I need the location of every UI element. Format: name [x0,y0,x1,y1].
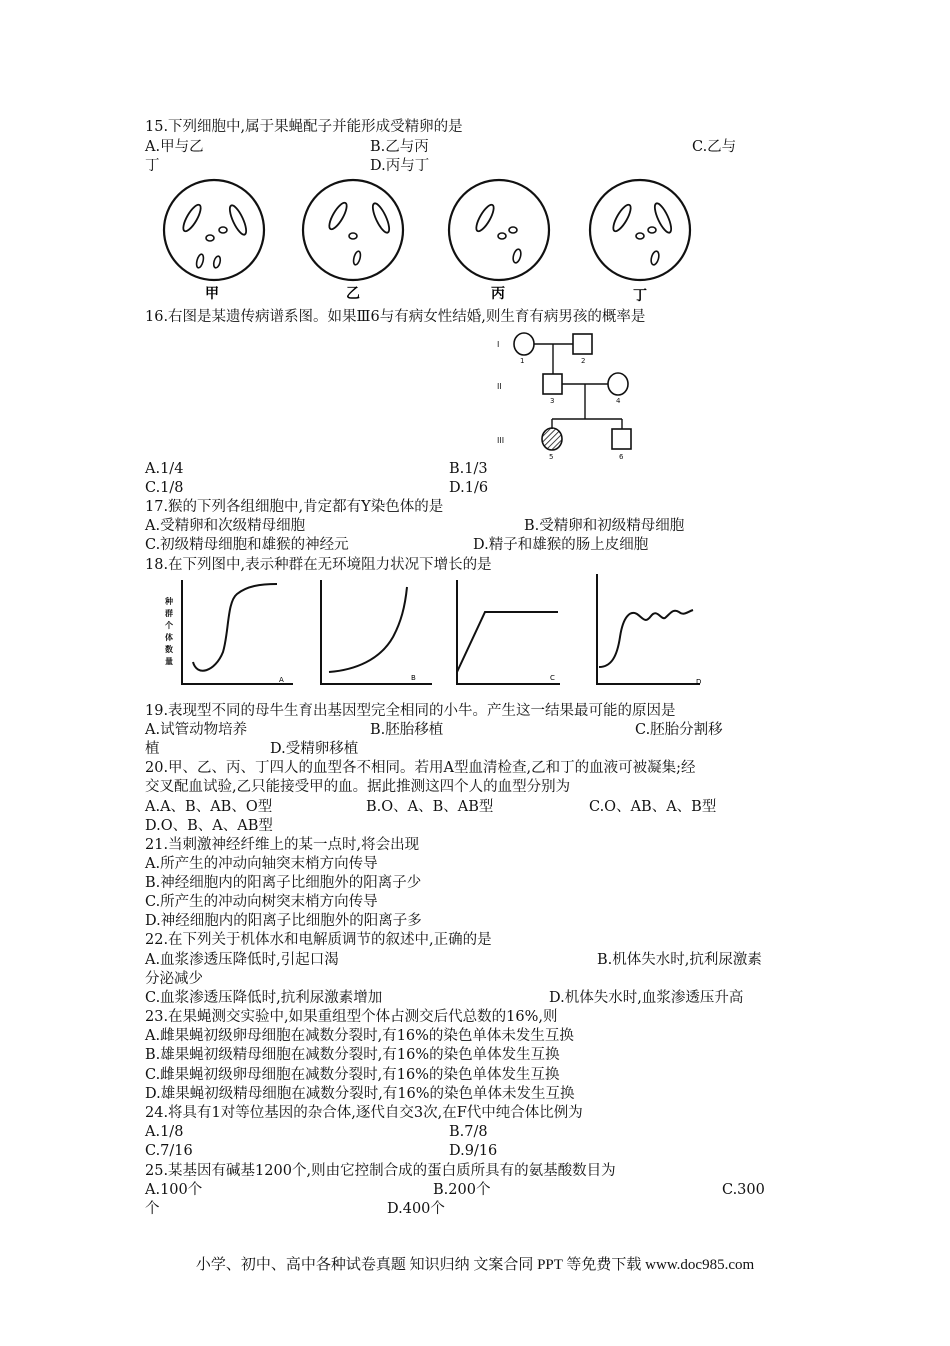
q15-option-c-cont: 丁 [145,158,160,174]
q19-option-c-cont: 植 [145,741,160,757]
q16-option-b: B.1/3 [449,461,488,477]
individual-label-4: 4 [616,397,621,405]
q15-cell-figure [155,178,715,306]
individual-6-male [612,429,631,449]
q25-option-c: C.300 [722,1182,765,1198]
q25-option-a: A.100个 [145,1182,203,1198]
q20-option-b: B.O、A、B、AB型 [366,799,494,815]
q19-option-b: B.胚胎移植 [370,722,444,738]
q18-growth-curves [165,572,725,697]
cell-label-ding: 丁 [633,288,647,304]
individual-5-affected-female [542,428,562,450]
q20-stem-1: 20.甲、乙、丙、丁四人的血型各不相同。若用A型血清检查,乙和丁的血液可被凝集;经 [145,760,696,776]
q21-option-c: C.所产生的冲动向树突末梢方向传导 [145,894,378,910]
q17-option-a: A.受精卵和次级精母细胞 [145,518,306,534]
graph-label-d: D [696,678,702,686]
pedigree-chart [495,325,655,475]
q20-option-d: D.O、B、A、AB型 [145,818,273,834]
q19-option-c: C.胚胎分割移 [635,722,723,738]
q20-option-a: A.A、B、AB、O型 [145,799,273,815]
individual-label-5: 5 [549,453,554,461]
q23-stem: 23.在果蝇测交实验中,如果重组型个体占测交后代总数的16%,则 [145,1009,558,1025]
q18-ylabel-5: 数 [165,645,173,654]
q23-option-b: B.雄果蝇初级精母细胞在减数分裂时,有16%的染色单体发生互换 [145,1047,560,1063]
q22-option-c: C.血浆渗透压降低时,抗利尿激素增加 [145,990,383,1006]
q18-ylabel-6: 量 [165,657,173,666]
gen-label-2: II [497,382,502,391]
q18-ylabel-4: 体 [165,633,173,642]
q18-ylabel-1: 种 [165,597,173,606]
q25-option-b: B.200个 [433,1182,491,1198]
q19-option-d: D.受精卵移植 [270,741,359,757]
q24-option-a: A.1/8 [145,1124,184,1140]
q16-option-c: C.1/8 [145,480,184,496]
cell-label-yi: 乙 [346,286,360,302]
q24-stem: 24.将具有1对等位基因的杂合体,逐代自交3次,在F代中纯合体比例为 [145,1105,583,1121]
individual-label-2: 2 [581,357,586,365]
cell-yi [303,180,403,280]
q23-option-c: C.雌果蝇初级卵母细胞在减数分裂时,有16%的染色单体发生互换 [145,1067,560,1083]
q17-option-b: B.受精卵和初级精母细胞 [524,518,685,534]
q24-option-c: C.7/16 [145,1143,193,1159]
q20-stem-2: 交叉配血试验,乙只能接受甲的血。据此推测这四个人的血型分别为 [145,779,571,795]
q16-stem: 16.右图是某遗传病谱系图。如果Ⅲ6与有病女性结婚,则生育有病男孩的概率是 [145,309,646,325]
q25-option-d: D.400个 [387,1201,445,1217]
q17-stem: 17.猴的下列各组细胞中,肯定都有Y染色体的是 [145,499,444,515]
q21-stem: 21.当刺激神经纤维上的某一点时,将会出现 [145,837,420,853]
q22-option-a: A.血浆渗透压降低时,引起口渴 [145,952,339,968]
graph-label-b: B [411,674,416,682]
gen-label-3: III [497,436,505,445]
q20-option-c: C.O、AB、A、B型 [589,799,717,815]
individual-1-female [514,333,534,355]
individual-2-male [573,334,592,354]
q25-option-c-cont: 个 [145,1201,160,1217]
q21-option-d: D.神经细胞内的阳离子比细胞外的阳离子多 [145,913,422,929]
q23-option-a: A.雌果蝇初级卵母细胞在减数分裂时,有16%的染色单体未发生互换 [145,1028,574,1044]
q22-option-b-cont: 分泌减少 [145,971,203,987]
graph-c [457,580,560,684]
individual-label-1: 1 [520,357,525,365]
q18-stem: 18.在下列图中,表示种群在无环境阻力状况下增长的是 [145,557,492,573]
q25-stem: 25.某基因有碱基1200个,则由它控制合成的蛋白质所具有的氨基酸数目为 [145,1163,616,1179]
graph-label-c: C [550,674,555,682]
q15-option-d: D.丙与丁 [370,158,430,174]
q24-option-b: B.7/8 [449,1124,488,1140]
q17-option-d: D.精子和雄猴的肠上皮细胞 [473,537,649,553]
q22-option-b: B.机体失水时,抗利尿激素 [597,952,762,968]
cell-label-bing: 丙 [491,286,505,302]
graph-label-a: A [279,676,284,684]
graph-a [182,580,293,684]
q21-option-a: A.所产生的冲动向轴突末梢方向传导 [145,856,378,872]
q19-option-a: A.试管动物培养 [145,722,248,738]
q17-option-c: C.初级精母细胞和雄猴的神经元 [145,537,349,553]
q18-ylabel-3: 个 [165,621,173,630]
footer-download-notice: 小学、初中、高中各种试卷真题 知识归纳 文案合同 PPT 等免费下载 www.doc985.com [195,1257,755,1273]
q15-option-c: C.乙与 [692,139,737,155]
gen-label-1: I [497,340,500,349]
q15-option-b: B.乙与丙 [370,139,429,155]
q16-option-a: A.1/4 [145,461,184,477]
cell-ding [590,180,690,280]
cell-jia [164,180,264,280]
individual-3-male [543,374,562,394]
q23-option-d: D.雄果蝇初级精母细胞在减数分裂时,有16%的染色单体未发生互换 [145,1086,575,1102]
q21-option-b: B.神经细胞内的阳离子比细胞外的阳离子少 [145,875,422,891]
q18-ylabel-2: 群 [165,609,173,618]
q22-stem: 22.在下列关于机体水和电解质调节的叙述中,正确的是 [145,932,492,948]
individual-label-6: 6 [619,453,624,461]
graph-d [597,574,701,686]
individual-4-female [608,373,628,395]
individual-label-3: 3 [550,397,555,405]
q15-stem: 15.下列细胞中,属于果蝇配子并能形成受精卵的是 [145,119,463,135]
q24-option-d: D.9/16 [449,1143,498,1159]
graph-b [321,580,432,684]
q19-stem: 19.表现型不同的母牛生育出基因型完全相同的小牛。产生这一结果最可能的原因是 [145,703,676,719]
cell-bing [449,180,549,280]
cell-label-jia: 甲 [205,286,219,302]
q15-option-a: A.甲与乙 [145,139,204,155]
q22-option-d: D.机体失水时,血浆渗透压升高 [549,990,744,1006]
q16-option-d: D.1/6 [449,480,489,496]
